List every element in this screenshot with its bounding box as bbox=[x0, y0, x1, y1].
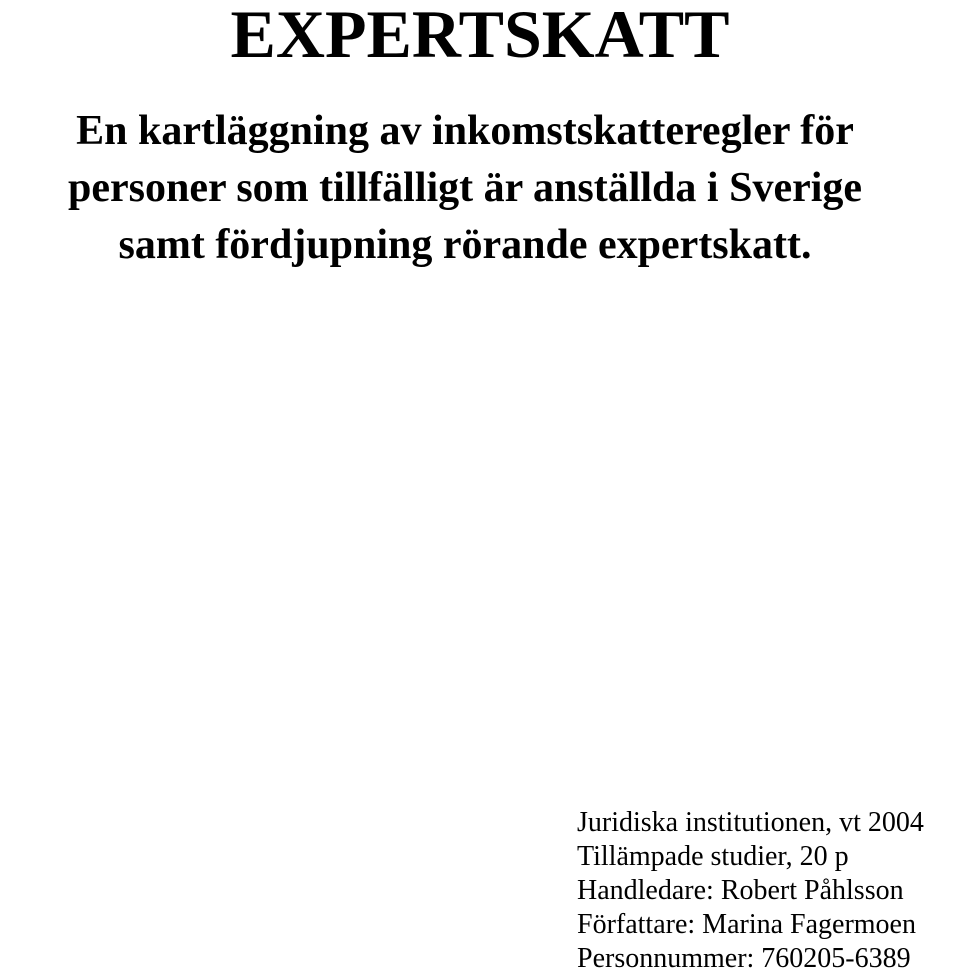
course-line: Tillämpade studier, 20 p bbox=[577, 841, 849, 872]
supervisor-line: Handledare: Robert Påhlsson bbox=[577, 875, 904, 906]
document-title: EXPERTSKATT bbox=[230, 0, 730, 72]
author-line: Författare: Marina Fagermoen bbox=[577, 909, 916, 940]
author-info-block bbox=[577, 806, 924, 976]
subtitle-line: personer som tillfälligt är anställda i Sverige bbox=[67, 165, 863, 211]
institution-line: Juridiska institutionen, vt 2004 bbox=[577, 807, 924, 838]
subtitle-line: samt fördjupning rörande expertskatt. bbox=[118, 222, 812, 268]
document-subtitle bbox=[0, 103, 930, 274]
personal-number-line: Personnummer: 760205-6389 bbox=[577, 943, 911, 974]
subtitle-line: En kartläggning av inkomstskatteregler för bbox=[76, 108, 854, 154]
